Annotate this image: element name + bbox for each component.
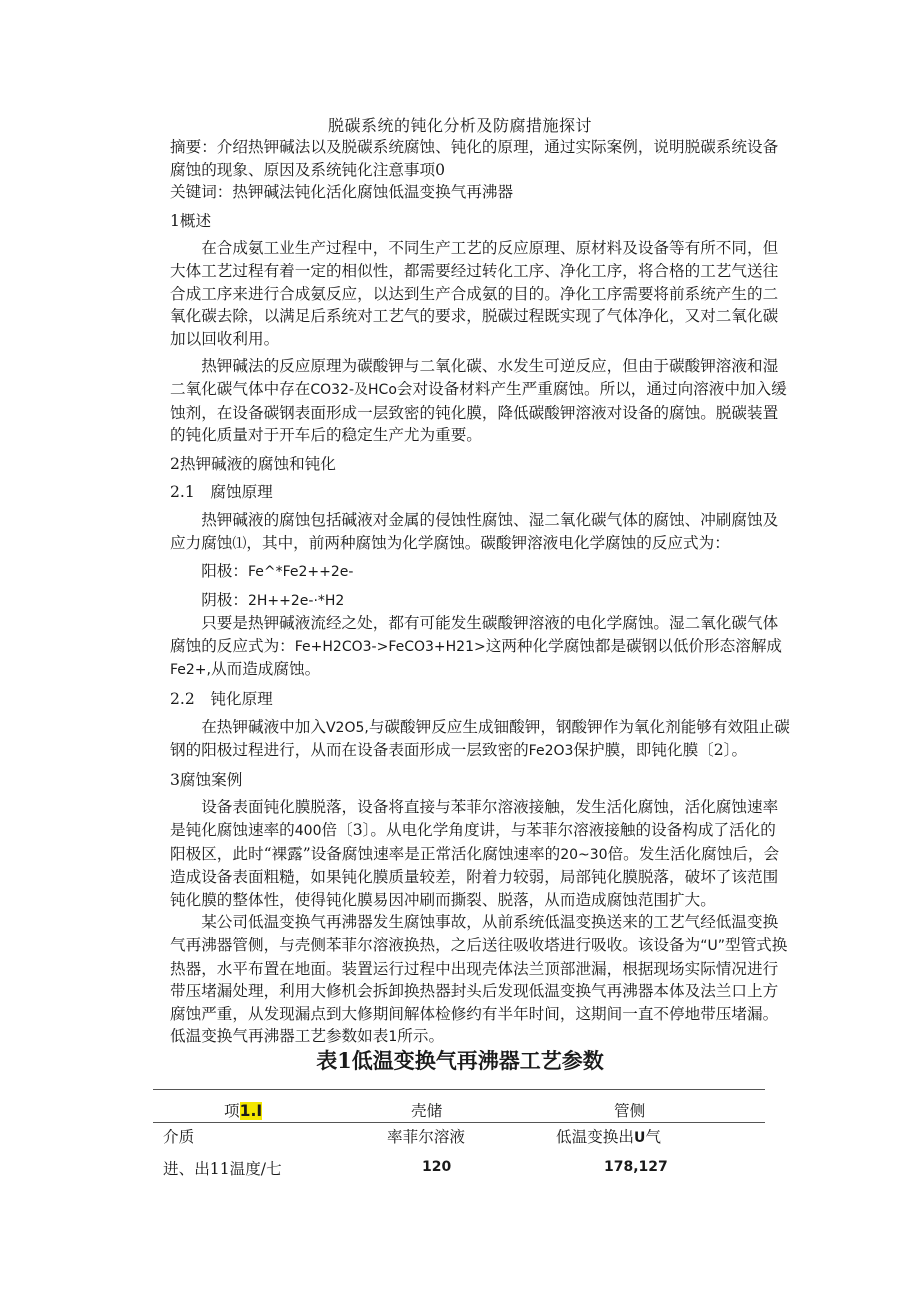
keywords: 关键词：热钾碱法钝化活化腐蚀低温变换气再沸器 bbox=[170, 183, 514, 202]
inline-formula: Fe+H2CO3->FeCO3+H21> bbox=[294, 638, 486, 655]
document-body bbox=[170, 136, 790, 1049]
section-2-2-heading: 2.2 钝化原理 bbox=[170, 690, 273, 709]
cathode-formula: 2H++2e-·*H2 bbox=[247, 592, 345, 609]
section-1-paragraph-1: 在合成氨工业生产过程中，不同生产工艺的反应原理、原材料及设备等有所不同，但大体工艺过程有着一定的相似性，都需要经过转化工序、净化工序，将合格的工艺气送往合成工序来进行合成氨反应，以达到生产合成氨的目的。净化工序需要将前系统产生的二氧化碳去除，以满足后系统对工艺气的要求，脱碳过程既实现了气体净化，又对二氧化碳加以回收利用。 bbox=[170, 239, 779, 348]
table-cell-tube bbox=[556, 1125, 661, 1147]
highlighted-text: 1.I bbox=[239, 1102, 263, 1120]
table-header-rule bbox=[153, 1122, 765, 1123]
section-3-heading: 3腐蚀案例 bbox=[170, 770, 243, 789]
table-header-tube: 管侧 bbox=[614, 1102, 646, 1120]
inline-number: 20~30 bbox=[560, 846, 608, 863]
table-title: 表1低温变换气再沸器工艺参数 bbox=[316, 1048, 604, 1073]
paragraph-text: 倍。发生活化腐蚀后，会造成设备表面粗糙，如果钝化膜质量较差，附着力较弱，局部钝化膜脱落，破坏了该范围钝化膜的整体性，使得钝化膜易因冲刷而撕裂、脱落，从而造成腐蚀范围扩大。 bbox=[170, 844, 780, 909]
inline-number: 400 bbox=[294, 823, 322, 840]
header-text: 项 bbox=[224, 1102, 240, 1120]
table-header-item bbox=[224, 1099, 262, 1121]
abstract: 摘要：介绍热钾碱法以及脱碳系统腐蚀、钝化的原理，通过实际案例，说明脱碳系统设备腐蚀的现象、原因及系统钝化注意事项0 bbox=[170, 138, 779, 179]
cathode-label: 阴极： bbox=[201, 590, 248, 609]
paragraph-text: 某公司低温变换气再沸器发生腐蚀事故，从前系统低温变换送来的工艺气经低温变换气再沸器管侧，与壳侧苯菲尔溶液换热，之后送往吸收塔进行吸收。该设备为 bbox=[170, 913, 779, 954]
inline-formula: “U” bbox=[700, 938, 725, 954]
paragraph-text: 所示。 bbox=[397, 1027, 445, 1046]
section-2-2-paragraph-1 bbox=[170, 716, 790, 763]
anode-formula: Fe^*Fe2++2e- bbox=[247, 564, 354, 581]
inline-formula: Fe2+, bbox=[170, 662, 211, 679]
table-top-rule bbox=[153, 1089, 765, 1090]
paragraph-text: 热钾碱液的腐蚀包括碱液对金属的侵蚀性腐蚀、湿二氧化碳气体的腐蚀、冲刷腐蚀及应力腐蚀 bbox=[170, 510, 779, 552]
cell-text: 低温变换出 bbox=[556, 1128, 634, 1146]
cathode-equation bbox=[170, 589, 790, 613]
paragraph-text: 在热钾碱液中加入 bbox=[201, 717, 326, 736]
table-cell-shell: 率菲尔溶液 bbox=[387, 1128, 465, 1146]
table-cell-item: 进、出11温度/七 bbox=[163, 1160, 282, 1178]
paragraph-text: 与碳酸钾反应生成钿酸钾，钢酸钾作为氧化剂能够有效阻止碳钢的阳极过程进行，从而在设备表面形成一层致密的 bbox=[170, 717, 790, 760]
paragraph-text: 会对设备材料产生严重腐蚀。所以，通过向溶液中加入缓蚀剂，在设备碳钢表面形成一层致密的钝化膜，降低碳酸钾溶液对设备的腐蚀。脱碳装置的钝化质量对于开车后的稳定生产尤为重要。 bbox=[170, 379, 787, 445]
section-3-paragraph-1 bbox=[170, 796, 790, 911]
section-2-1-heading: 2.1 腐蚀原理 bbox=[170, 483, 273, 502]
section-2-heading: 2热钾碱液的腐蚀和钝化 bbox=[170, 454, 336, 473]
paragraph-text: 从而造成腐蚀。 bbox=[211, 660, 321, 679]
page-title: 脱碳系统的钝化分析及防腐措施探讨 bbox=[327, 116, 592, 135]
paragraph-text: 保护膜，即钝化膜〔2〕。 bbox=[573, 741, 748, 760]
paragraph-text: ，其中，前两种腐蚀为化学腐蚀。碳酸钾溶液电化学腐蚀的反应式为： bbox=[246, 533, 730, 552]
table-cell-item: 介质 bbox=[163, 1128, 195, 1146]
anode-equation bbox=[170, 560, 790, 584]
section-2-1-paragraph-2 bbox=[170, 612, 790, 682]
table-cell-tube: 178,127 bbox=[604, 1159, 668, 1175]
section-3-paragraph-2 bbox=[170, 911, 790, 1049]
paragraph-text: 热钾碱法的反应原理为碳酸钾与二氧化碳、水发生可逆反应，但由于碳酸钾溶液和湿二氧化碳气体中存在 bbox=[170, 357, 779, 398]
paragraph-text: 型管式换热器，水平布置在地面。装置运行过程中出现壳体法兰顶部泄漏，根据现场实际情况进行带压堵漏处理，利用大修机会拆卸换热器封头后发现低温变换气再沸器本体及法兰口上方腐蚀严重，从发现漏点到大修期间解体检修约有半年时间，这期间一直不停地带压堵漏。低温变换气再沸器工艺参数如表 bbox=[170, 936, 788, 1046]
cell-bold-text: U bbox=[633, 1130, 646, 1146]
paragraph-text: 这两种化学腐蚀都是碳钢以低价形态溶解成 bbox=[485, 636, 783, 655]
cell-text: 气 bbox=[645, 1128, 661, 1146]
table-header-shell: 壳储 bbox=[411, 1102, 443, 1120]
paragraph-text: 设备表面钝化膜脱落，设备将直接与苯菲尔溶液接触，发生活化腐蚀，活化腐蚀速率是钝化腐蚀速率的 bbox=[170, 798, 779, 840]
table-cell-shell: 120 bbox=[422, 1159, 452, 1175]
section-2-1-paragraph-1 bbox=[170, 509, 790, 555]
citation-ref: ⑴ bbox=[232, 535, 247, 552]
paragraph-text: 倍〔3〕。从电化学角度讲，与苯菲尔溶液接触的设备构成了活化的阳极区，此时“裸露”设备腐蚀速率是正常活化腐蚀速率的 bbox=[170, 821, 776, 863]
section-1-paragraph-2 bbox=[170, 355, 790, 446]
inline-number: 1 bbox=[388, 1029, 398, 1046]
paragraph-text: 只要是热钾碱液流经之处，都有可能发生碳酸钾溶液的电化学腐蚀。湿二氧化碳气体腐蚀的反应式为： bbox=[170, 614, 779, 655]
section-1-heading: 1概述 bbox=[170, 211, 212, 230]
anode-label: 阳极： bbox=[201, 562, 248, 581]
inline-formula: Fe2O3 bbox=[528, 743, 574, 760]
inline-formula: V2O5, bbox=[325, 719, 369, 736]
inline-formula: CO32-及HCo bbox=[310, 381, 397, 398]
